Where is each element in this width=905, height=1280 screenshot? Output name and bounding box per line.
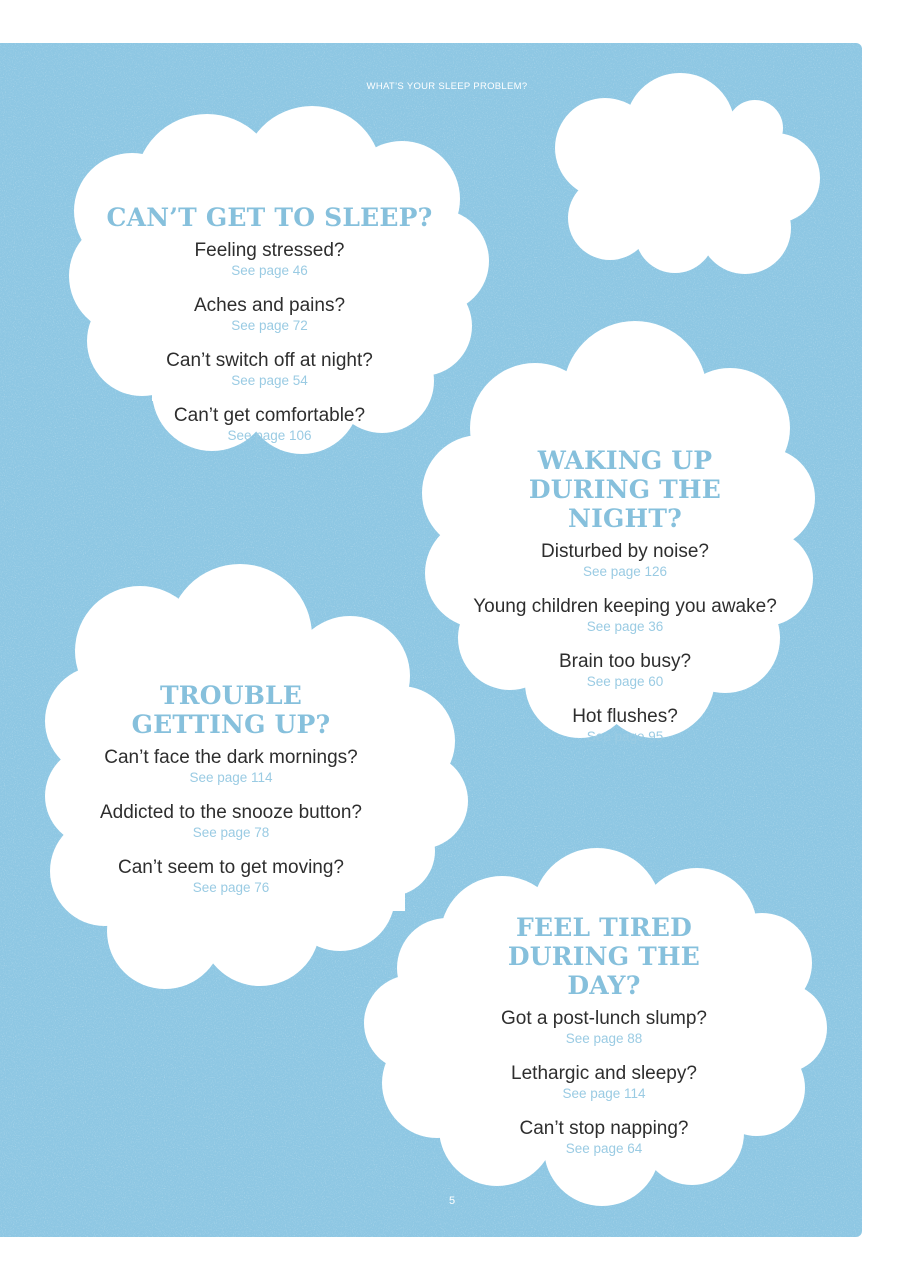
problem-question: Got a post-lunch slump?: [501, 1008, 707, 1029]
problem-question: Can’t get comfortable?: [173, 405, 366, 426]
page-reference: See page 36: [586, 619, 664, 634]
page-reference: See page 46: [231, 263, 308, 278]
cloud-heading: WAKING UP DURING THE NIGHT?: [528, 446, 722, 533]
page-reference: See page 114: [189, 770, 273, 785]
cloud-waking-up-during-the-night: [420, 318, 825, 748]
running-head: WHAT’S YOUR SLEEP PROBLEM?: [366, 81, 528, 92]
cloud-shape: [550, 68, 825, 283]
page-reference: See page 126: [582, 564, 668, 579]
page-reference: See page 64: [565, 1141, 643, 1156]
page-reference: See page 72: [231, 318, 308, 333]
page-reference: See page 88: [565, 1031, 643, 1046]
page-reference: See page 76: [192, 880, 270, 895]
page-number: 5: [448, 1195, 456, 1207]
cloud-heading: TROUBLE GETTING UP?: [131, 681, 331, 739]
page-reference: See page 106: [227, 428, 312, 443]
page-reference: See page 95: [586, 729, 664, 744]
problem-question: Disturbed by noise?: [541, 541, 709, 562]
problem-question: Can’t face the dark mornings?: [104, 747, 358, 768]
problem-question: Hot flushes?: [572, 706, 678, 727]
page-background: [0, 43, 862, 1237]
page-reference: See page 78: [192, 825, 270, 840]
cloud-heading: FEEL TIRED DURING THE DAY?: [507, 913, 701, 1000]
problem-question: Feeling stressed?: [194, 240, 345, 261]
cloud-content: [362, 913, 846, 1173]
problem-question: Can’t stop napping?: [519, 1118, 689, 1139]
problem-question: Can’t switch off at night?: [166, 350, 373, 371]
cloud-feel-tired-during-the-day: [362, 843, 827, 1208]
problem-question: Young children keeping you awake?: [473, 596, 777, 617]
cloud-content: [420, 446, 830, 761]
problem-question: Lethargic and sleepy?: [511, 1063, 697, 1084]
problem-question: Can’t seem to get moving?: [117, 857, 344, 878]
problem-question: Addicted to the snooze button?: [100, 802, 362, 823]
problem-question: Aches and pains?: [193, 295, 346, 316]
cloud-content: [62, 203, 477, 460]
page-reference: See page 114: [562, 1086, 646, 1101]
page-reference: See page 60: [586, 674, 664, 689]
page-reference: See page 54: [231, 373, 308, 388]
cloud-decorative: [550, 68, 825, 283]
cloud-heading: CAN’T GET TO SLEEP?: [106, 203, 433, 232]
problem-question: Brain too busy?: [558, 651, 692, 672]
